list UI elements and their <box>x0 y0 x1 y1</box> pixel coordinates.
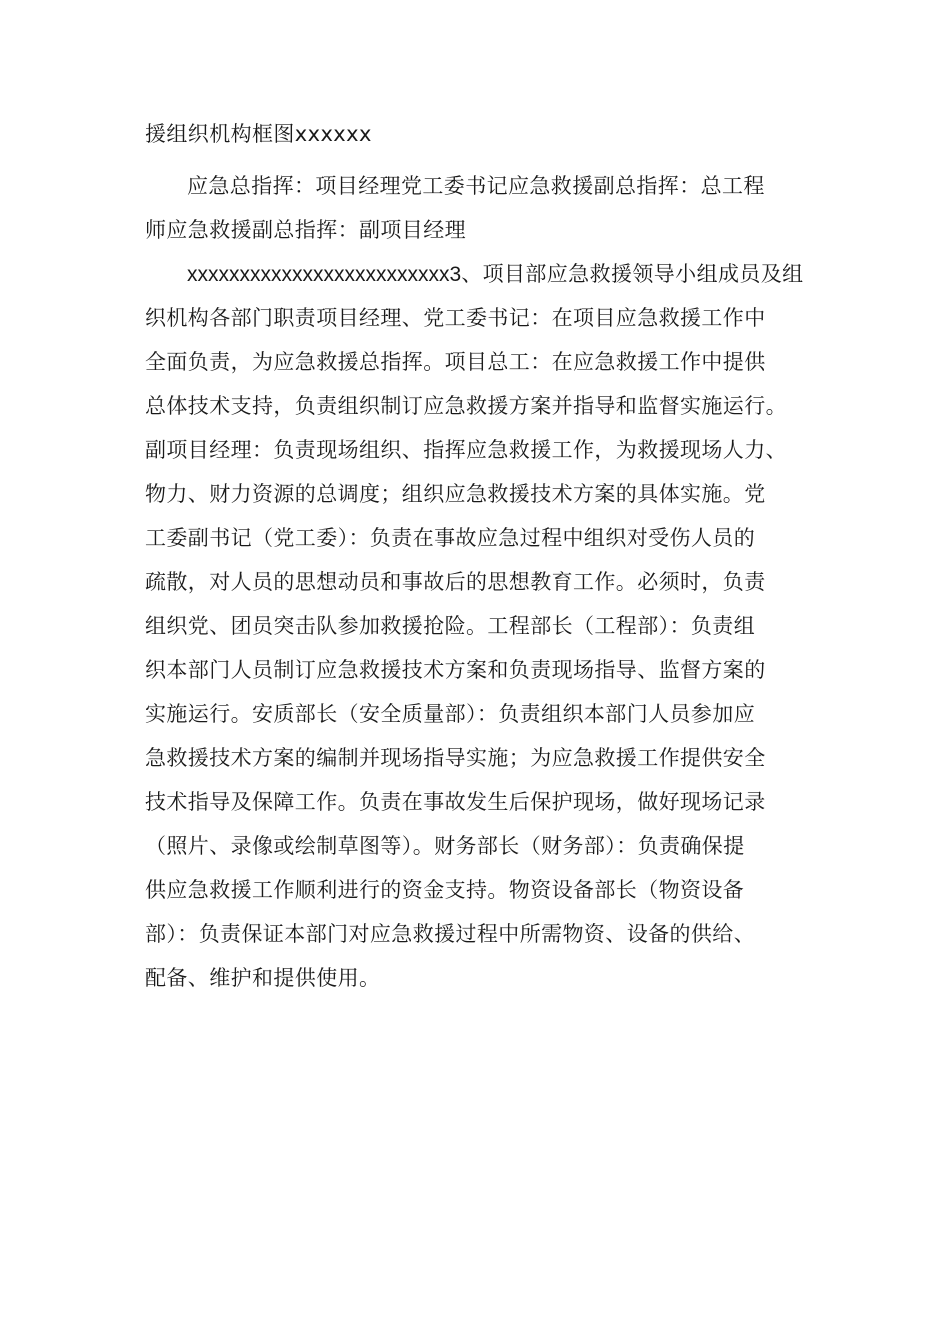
paragraph-1-line-1: 应急总指挥：项目经理党工委书记应急救援副总指挥：总工程 <box>187 174 765 198</box>
paragraph-2-line: 配备、维护和提供使用。 <box>145 966 381 990</box>
paragraph-2-line: 副项目经理：负责现场组织、指挥应急救援工作，为救援现场人力、 <box>145 438 787 462</box>
paragraph-2-first-rest: 、项目部应急救援领导小组成员及组 <box>461 262 804 286</box>
heading-text: 援组织机构框图xxxxxx <box>145 122 372 146</box>
paragraph-2-line: 织机构各部门职责项目经理、党工委书记：在项目应急救援工作中 <box>145 306 766 330</box>
paragraph-2-line: 供应急救援工作顺利进行的资金支持。物资设备部长（物资设备 <box>145 878 745 902</box>
paragraph-1-line-2: 师应急救援副总指挥：副项目经理 <box>145 218 466 242</box>
paragraph-2-line: 工委副书记（党工委）：负责在事故应急过程中组织对受伤人员的 <box>145 526 756 550</box>
heading-line <box>145 112 810 156</box>
paragraph-2-line: 部）：负责保证本部门对应急救援过程中所需物资、设备的供给、 <box>145 922 756 946</box>
paragraph-2-line: 技术指导及保障工作。负责在事故发生后保护现场，做好现场记录 <box>145 790 766 814</box>
paragraph-2-line: 总体技术支持，负责组织制订应急救援方案并指导和监督实施运行。 <box>145 394 787 418</box>
paragraph-2-line-1 <box>145 252 810 296</box>
paragraph-2-line: 组织党、团员突击队参加救援抢险。工程部长（工程部）：负责组 <box>145 614 756 638</box>
paragraph-2-line: 实施运行。安质部长（安全质量部）：负责组织本部门人员参加应 <box>145 702 756 726</box>
paragraph-2-prefix: xxxxxxxxxxxxxxxxxxxxxxxxx3 <box>187 263 462 286</box>
paragraph-2-line: 物力、财力资源的总调度；组织应急救援技术方案的具体实施。党 <box>145 482 766 506</box>
paragraph-2-line: 急救援技术方案的编制并现场指导实施；为应急救援工作提供安全 <box>145 746 766 770</box>
paragraph-2 <box>145 252 810 1000</box>
paragraph-2-line: 全面负责，为应急救援总指挥。项目总工：在应急救援工作中提供 <box>145 350 766 374</box>
paragraph-2-line: 疏散，对人员的思想动员和事故后的思想教育工作。必须时，负责 <box>145 570 766 594</box>
paragraph-2-line: 织本部门人员制订应急救援技术方案和负责现场指导、监督方案的 <box>145 658 766 682</box>
paragraph-1 <box>145 164 810 252</box>
paragraph-2-line: （照片、录像或绘制草图等）。财务部长（财务部）：负责确保提 <box>145 834 745 858</box>
